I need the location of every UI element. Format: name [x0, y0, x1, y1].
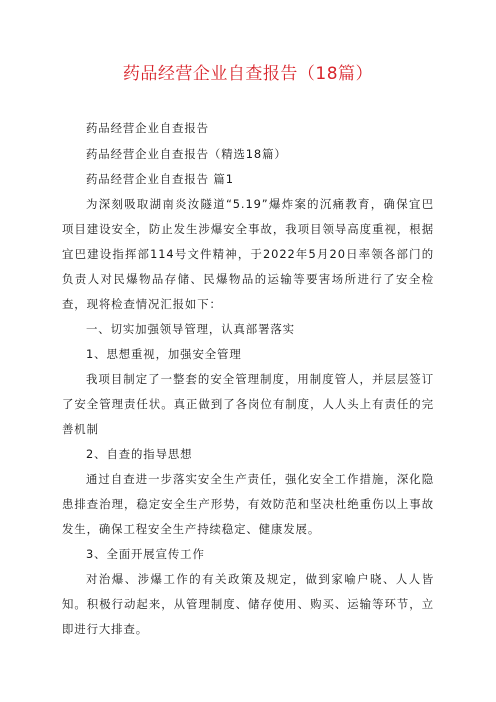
- paragraph-9: 通过自查进一步落实安全生产责任，强化安全工作措施，深化隐患排查治理，稳定安全生产形势，有效防范和坚决杜绝重伤以上事故发生，确保工程安全生产持续稳定、健康发展。: [62, 472, 434, 536]
- paragraph-5: 一、切实加强领导管理，认真部署落实: [86, 322, 295, 336]
- document-title: 药品经营企业自查报告（18篇）: [122, 64, 374, 84]
- paragraph-11: 对治爆、涉爆工作的有关政策及规定，做到家喻户晓、人人皆知。积极行动起来，从管理制度、储存使用、购买、运输等环节，立即进行大排查。: [62, 572, 434, 636]
- paragraph-1: 药品经营企业自查报告: [86, 121, 209, 135]
- paragraph-8: 2、自查的指导思想: [86, 447, 193, 461]
- document-body: [62, 116, 434, 642]
- paragraph-3: 药品经营企业自查报告 篇1: [86, 172, 234, 186]
- paragraph-10: 3、全面开展宣传工作: [86, 547, 205, 561]
- paragraph-2: 药品经营企业自查报告（精选18篇）: [86, 147, 287, 161]
- paragraph-4: 为深刻吸取湖南炎汝隧道“5.19”爆炸案的沉痛教育，确保宜巴项目建设安全，防止发生涉爆安全事故，我项目领导高度重视，根据宜巴建设指挥部114号文件精神，于2022年5月20日率领各部门的负责人对民爆物品存储、民爆物品的运输等要害场所进行了安全检查，现将检查情况汇报如下：: [62, 197, 434, 311]
- paragraph-6: 1、思想重视，加强安全管理: [86, 347, 242, 361]
- paragraph-7: 我项目制定了一整套的安全管理制度，用制度管人，并层层签订了安全管理责任状。真正做到了各岗位有制度，人人头上有责任的完善机制: [62, 372, 434, 436]
